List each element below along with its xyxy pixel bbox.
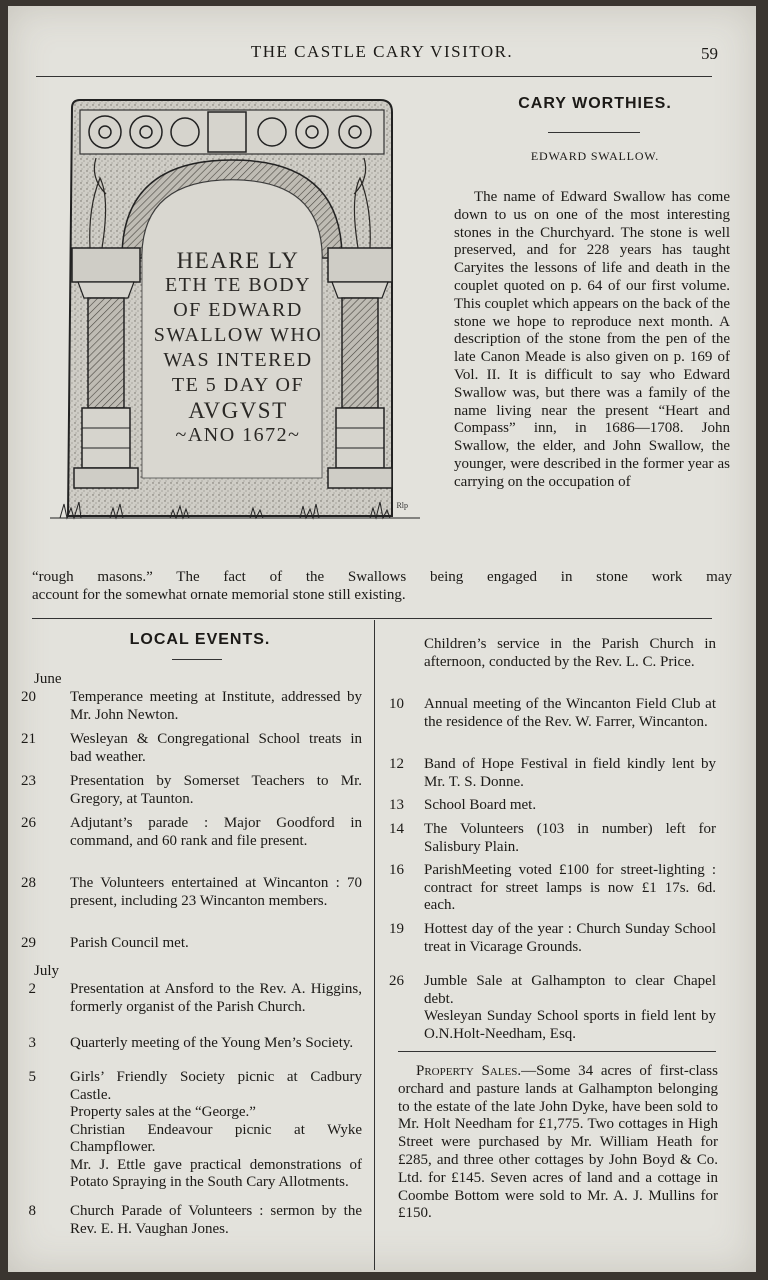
- event-item: [12, 773, 362, 808]
- page-number: 59: [701, 44, 718, 63]
- event-text: Presentation by Somerset Teachers to Mr. Gregory, at Taunton.: [70, 773, 362, 807]
- event-day: 21: [21, 731, 36, 747]
- property-rule: [398, 1051, 716, 1052]
- event-day: 14: [389, 821, 404, 837]
- event-item: [12, 1069, 362, 1192]
- header-rule: [36, 76, 712, 77]
- event-day: 16: [389, 862, 404, 878]
- inscription-line: WAS INTERED: [163, 349, 313, 371]
- event-day: 26: [389, 973, 404, 989]
- event-item: [12, 981, 362, 1016]
- inscription-line: HEARE LY: [176, 248, 300, 273]
- event-day: 12: [389, 756, 404, 772]
- event-item: [12, 1035, 362, 1053]
- event-text: Property sales at the “George.”: [70, 1104, 256, 1120]
- event-day: 23: [21, 773, 36, 789]
- running-title: THE CASTLE CARY VISITOR.: [250, 42, 514, 61]
- event-text: Quarterly meeting of the Young Men’s Society.: [70, 1035, 354, 1051]
- event-text: Christian Endeavour picnic at Wyke Champflower.: [70, 1121, 362, 1155]
- event-text: Wesleyan & Congregational School treats in bad weather.: [70, 731, 362, 765]
- month-heading: June: [34, 671, 62, 687]
- event-item: [12, 689, 362, 724]
- worthies-body: The name of Edward Swallow has come down to us on one of the most interesting stones in the Churchyard. The stone is well preserved, and for 228 years has taught Caryites the lessons of life and death in the couplet quoted on p. 64 of our first volume. This couplet which appears on the back of the stone we hope to reproduce next month. A description of the stone from the pen of the late Canon Meade is also given on p. 169 of Vol. II. It is difficult to say who Edward Swallow was, but there was a family of the name living near the present “Heart and Compass” inn, in 1686—1708. John Swallow, the elder, and John Swallow, the younger, were described in the former year as carrying on the occupation of: [454, 189, 730, 490]
- inscription-line: TE 5 DAY OF: [171, 374, 305, 396]
- event-item: [12, 935, 362, 953]
- event-day: 19: [389, 921, 404, 937]
- inscription-line: ~ANO 1672~: [175, 424, 301, 446]
- event-text: Temperance meeting at Institute, addressed by Mr. John Newton.: [70, 689, 362, 723]
- event-item: [376, 696, 716, 731]
- inscription-line: AVGVST: [188, 398, 288, 423]
- inscription-line: ETH TE BODY: [164, 274, 312, 296]
- month-heading: July: [34, 963, 60, 979]
- event-day: 8: [28, 1203, 36, 1219]
- event-item: [376, 973, 716, 1043]
- event-text: Presentation at Ansford to the Rev. A. Higgins, formerly organist of the Parish Church.: [70, 981, 362, 1015]
- event-day: 10: [389, 696, 404, 712]
- event-item: [12, 1203, 362, 1238]
- event-day: 26: [21, 815, 36, 831]
- worthies-subtitle: EDWARD SWALLOW.: [530, 149, 660, 163]
- event-text: Jumble Sale at Galhampton to clear Chapel debt.: [424, 973, 716, 1007]
- property-sales-text: —Some 34 acres of first-class orchard and pasture lands at Galhampton belonging to the estate of the late John Dyke, have been sold to Mr. Holt Needham for £1,775. Two cottages in High Street were purchased by Mr. William Heath for £285, and three other cottages by John Boyd & Co. Ltd. for £145. Seven acres of land and a cottage in Coombe Bottom were sold to Mr. A. J. Mullins for £150.: [398, 1063, 718, 1222]
- worthies-title: CARY WORTHIES.: [518, 95, 672, 112]
- section-rule: [32, 618, 712, 619]
- event-text: The Volunteers entertained at Wincanton : 70 present, including 23 Wincanton members.: [70, 875, 362, 909]
- event-text: ParishMeeting voted £100 for street-lighting : contract for street lamps is now £1 17s. 6d. each.: [424, 862, 716, 913]
- event-item: [376, 862, 716, 915]
- property-sales-heading: Property Sales.: [416, 1063, 522, 1079]
- artist-signature: Rlp: [396, 501, 408, 510]
- event-day: 28: [21, 875, 36, 891]
- event-text: Hottest day of the year : Church Sunday School treat in Vicarage Grounds.: [424, 921, 716, 955]
- event-item: [376, 921, 716, 956]
- event-day: 20: [21, 689, 36, 705]
- title-rule: [548, 132, 640, 133]
- event-item: [12, 815, 362, 850]
- event-text: Girls’ Friendly Society picnic at Cadbury Castle.: [70, 1069, 362, 1103]
- property-sales: [398, 1063, 718, 1223]
- event-day: 29: [21, 935, 36, 951]
- event-text: Wesleyan Sunday School sports in field lent by O.N.Holt-Needham, Esq.: [424, 1008, 716, 1042]
- event-day: 2: [28, 981, 36, 997]
- event-item: [12, 731, 362, 766]
- gravestone-illustration: [50, 98, 420, 540]
- event-text: Parish Council met.: [70, 935, 189, 951]
- inscription-line: OF EDWARD: [173, 299, 303, 321]
- title-rule: [172, 659, 222, 660]
- event-item: [12, 875, 362, 910]
- event-day: 3: [28, 1035, 36, 1051]
- event-text: Band of Hope Festival in field kindly lent by Mr. T. S. Donne.: [424, 756, 716, 790]
- event-text: The Volunteers (103 in number) left for Salisbury Plain.: [424, 821, 716, 855]
- event-item: [376, 821, 716, 856]
- event-item: [376, 797, 716, 815]
- event-text: Church Parade of Volunteers : sermon by the Rev. E. H. Vaughan Jones.: [70, 1203, 362, 1237]
- column-divider: [374, 620, 375, 1270]
- event-text: Adjutant’s parade : Major Goodford in command, and 60 rank and file present.: [70, 815, 362, 849]
- event-day: 5: [28, 1069, 36, 1085]
- event-continuation: Children’s service in the Parish Church in afternoon, conducted by the Rev. L. C. Price.: [424, 636, 716, 670]
- worthies-body-tail: “rough masons.” The fact of the Swallows being engaged in stone work may: [32, 569, 732, 585]
- event-text: School Board met.: [424, 797, 537, 813]
- stone-inscription: [138, 248, 338, 448]
- worthies-body-tail: account for the somewhat ornate memorial stone still existing.: [32, 587, 406, 603]
- event-day: 13: [389, 797, 404, 813]
- inscription-line: SWALLOW WHO: [153, 324, 323, 346]
- events-title: LOCAL EVENTS.: [129, 631, 271, 648]
- event-text: Mr. J. Ettle gave practical demonstrations of Potato Spraying in the South Cary Allotments.: [70, 1156, 362, 1190]
- event-item: [376, 756, 716, 791]
- magazine-page: [8, 6, 756, 1272]
- event-text: Annual meeting of the Wincanton Field Club at the residence of the Rev. W. Farrer, Wincanton.: [424, 696, 716, 730]
